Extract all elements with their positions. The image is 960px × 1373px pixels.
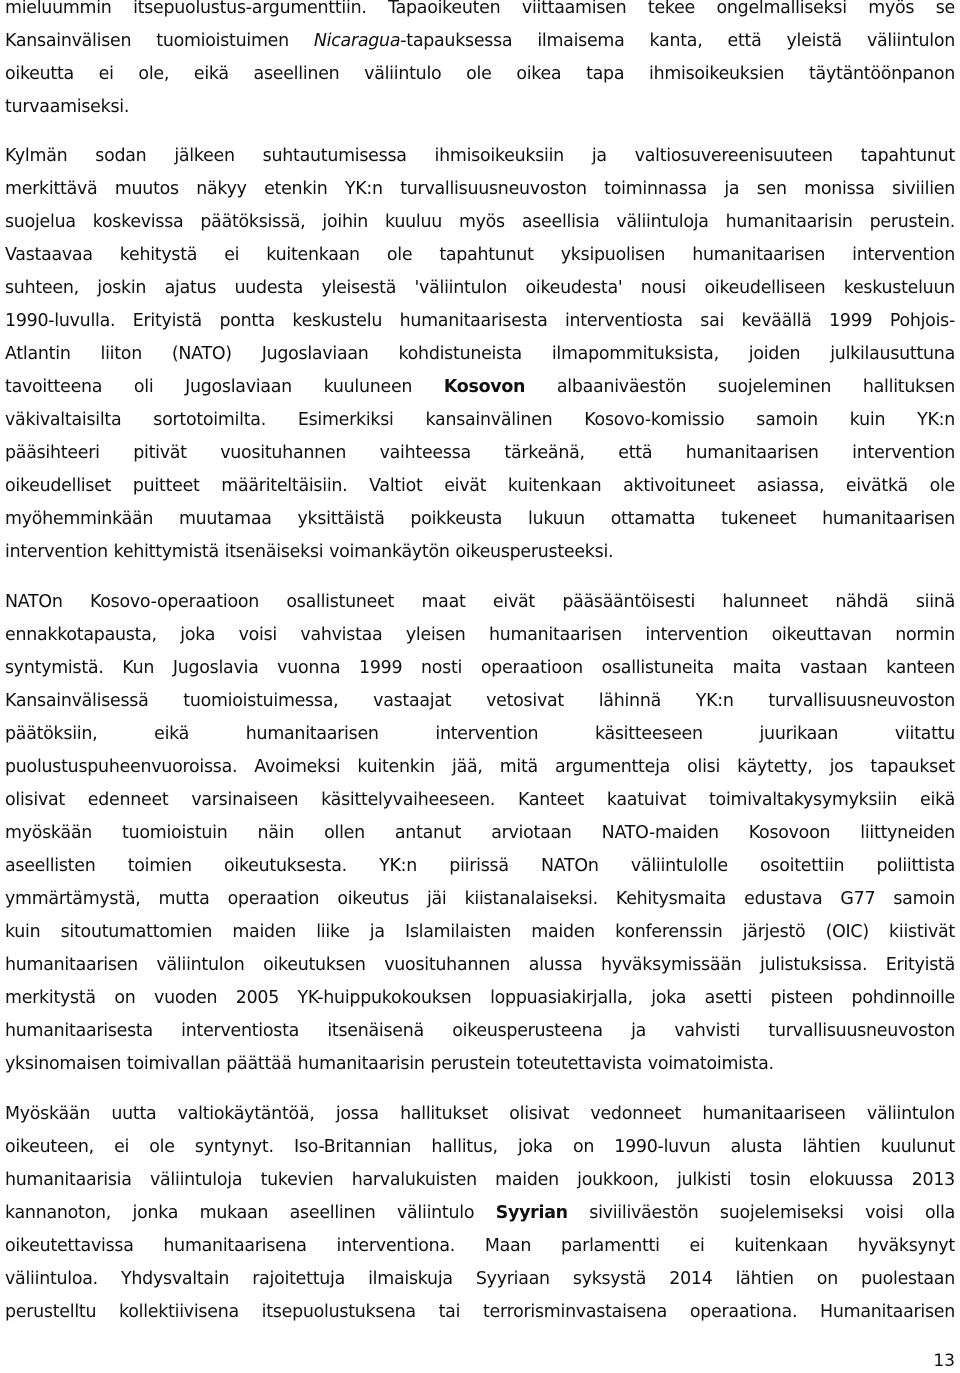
text-segment: tavoitteena oli Jugoslaviaan kuuluneen — [5, 377, 444, 397]
text-line: kuin sitoutumattomien maiden liike ja Islamilaisten maiden konferenssin järjestö (OIC) kiistivät — [5, 922, 955, 942]
text-line: 1990-luvulla. Erityistä pontta keskustelu humanitaarisesta interventiosta sai keväällä 1999 Pohjois- — [5, 311, 955, 331]
text-line: väliintuloa. Yhdysvaltain rajoitettuja ilmaiskuja Syyriaan syksystä 2014 lähtien on puolestaan — [5, 1269, 955, 1289]
document-page — [5, 0, 955, 1329]
text-line: merkitystä on vuoden 2005 YK-huippukokouksen loppuasiakirjalla, joka asetti pisteen pohdinnoille — [5, 988, 955, 1008]
text-line: merkittävä muutos näkyy etenkin YK:n turvallisuusneuvoston toiminnassa ja sen monissa siviilien — [5, 179, 955, 199]
text-segment: Kansainvälisen tuomioistuimen — [5, 31, 314, 51]
text-segment: siviiliväestön suojelemiseksi voisi olla — [567, 1203, 955, 1223]
text-line: ymmärtämystä, mutta operaation oikeutus jäi kiistanalaiseksi. Kehitysmaita edustava G77 samoin — [5, 889, 955, 909]
text-line: mieluummin itsepuolustus-argumenttiin. Tapaoikeuten viittaamisen tekee ongelmalliseksi myös se — [5, 0, 955, 18]
text-line: oikeutettavissa humanitaarisena interventiona. Maan parlamentti ei kuitenkaan hyväksynyt — [5, 1236, 955, 1256]
text-segment: albaaniväestön suojeleminen hallituksen — [525, 377, 955, 397]
italic-term-nicaragua: Nicaragua — [313, 31, 401, 51]
page-number: 13 — [933, 1351, 955, 1371]
paragraph-3 — [5, 586, 955, 1081]
text-line: Vastaavaa kehitystä ei kuitenkaan ole tapahtunut yksipuolisen humanitaarisen intervention — [5, 245, 955, 265]
text-line: humanitaarisen väliintulon oikeutuksen vuosituhannen alussa hyväksymissään julistuksissa. Erityistä — [5, 955, 955, 975]
text-line: humanitaarisesta interventiosta itsenäisenä oikeusperusteena ja vahvisti turvallisuusneuvoston — [5, 1021, 955, 1041]
text-line — [5, 25, 955, 58]
text-line: NATOn Kosovo-operaatioon osallistuneet maat eivät pääsääntöisesti halunneet nähdä siinä — [5, 592, 955, 612]
text-line: Myöskään uutta valtiokäytäntöä, jossa hallitukset olisivat vedonneet humanitaariseen väliintulon — [5, 1104, 955, 1124]
text-line: humanitaarisia väliintuloja tukevien harvalukuisten maiden joukkoon, julkisti tosin elokuussa 2013 — [5, 1170, 955, 1190]
paragraph-1 — [5, 0, 955, 124]
text-line: intervention kehittymistä itsenäiseksi voimankäytön oikeusperusteeksi. — [5, 542, 614, 562]
text-line: perustelltu kollektiivisena itsepuolustuksena tai terrorisminvastaisena operaationa. Humanitaarisen — [5, 1302, 955, 1322]
text-line: ennakkotapausta, joka voisi vahvistaa yleisen humanitaarisen intervention oikeuttavan normin — [5, 625, 955, 645]
text-line: suhteen, joskin ajatus uudesta yleisestä 'väliintulon oikeudesta' nousi oikeudelliseen keskusteluun — [5, 278, 955, 298]
text-line: oikeutta ei ole, eikä aseellinen väliintulo ole oikea tapa ihmisoikeuksien täytäntöönpanon — [5, 64, 955, 84]
text-line: olisivat edenneet varsinaiseen käsittelyvaiheeseen. Kanteet kaatuivat toimivaltakysymyksiin eikä — [5, 790, 955, 810]
paragraph-4 — [5, 1098, 955, 1329]
text-line: yksinomaisen toimivallan päättää humanitaarisin perustein toteutettavista voimatoimista. — [5, 1054, 774, 1074]
text-line: puolustuspuheenvuoroissa. Avoimeksi kuitenkin jää, mitä argumentteja olisi käytetty, jos tapaukset — [5, 757, 955, 777]
text-line: myöskään tuomioistuin näin ollen antanut arviotaan NATO-maiden Kosovoon liittyneiden — [5, 823, 955, 843]
bold-term-kosovon: Kosovon — [443, 377, 526, 397]
text-line: suojelua koskevissa päätöksissä, joihin kuuluu myös aseellisia väliintuloja humanitaarisin perustein. — [5, 212, 955, 232]
text-line: syntymistä. Kun Jugoslavia vuonna 1999 nosti operaatioon osallistuneita maita vastaan kanteen — [5, 658, 955, 678]
text-line: oikeuteen, ei ole syntynyt. Iso-Britannian hallitus, joka on 1990-luvun alusta lähtien kuulunut — [5, 1137, 955, 1157]
text-line: Kylmän sodan jälkeen suhtautumisessa ihmisoikeuksiin ja valtiosuvereenisuuteen tapahtunut — [5, 146, 955, 166]
text-line: Kansainvälisessä tuomioistuimessa, vastaajat vetosivat lähinnä YK:n turvallisuusneuvoston — [5, 691, 955, 711]
text-line — [5, 371, 955, 404]
text-line: pääsihteeri pitivät vuosituhannen vaihteessa tärkeänä, että humanitaarisen intervention — [5, 443, 955, 463]
text-segment: kannanoton, jonka mukaan aseellinen väliintulo — [5, 1203, 496, 1223]
text-line: oikeudelliset puitteet määriteltäisiin. Valtiot eivät kuitenkaan aktivoituneet asiassa, eivätkä ole — [5, 476, 955, 496]
text-line: päätöksiin, eikä humanitaarisen intervention käsitteeseen juurikaan viitattu — [5, 724, 955, 744]
text-line: väkivaltaisilta sortotoimilta. Esimerkiksi kansainvälinen Kosovo-komissio samoin kuin YK:n — [5, 410, 955, 430]
text-line: myöhemminkään muutamaa yksittäistä poikkeusta lukuun ottamatta tukeneet humanitaarisen — [5, 509, 955, 529]
paragraph-2 — [5, 140, 955, 569]
text-line — [5, 1197, 955, 1230]
text-segment: -tapauksessa ilmaisema kanta, että yleistä väliintulon — [400, 31, 955, 51]
text-line: Atlantin liiton (NATO) Jugoslaviaan kohdistuneista ilmapommituksista, joiden julkilausuttuna — [5, 344, 955, 364]
bold-term-syyrian: Syyrian — [495, 1203, 568, 1223]
text-line: turvaamiseksi. — [5, 97, 130, 117]
text-line: aseellisten toimien oikeutuksesta. YK:n piirissä NATOn väliintulolle osoitettiin poliittista — [5, 856, 955, 876]
